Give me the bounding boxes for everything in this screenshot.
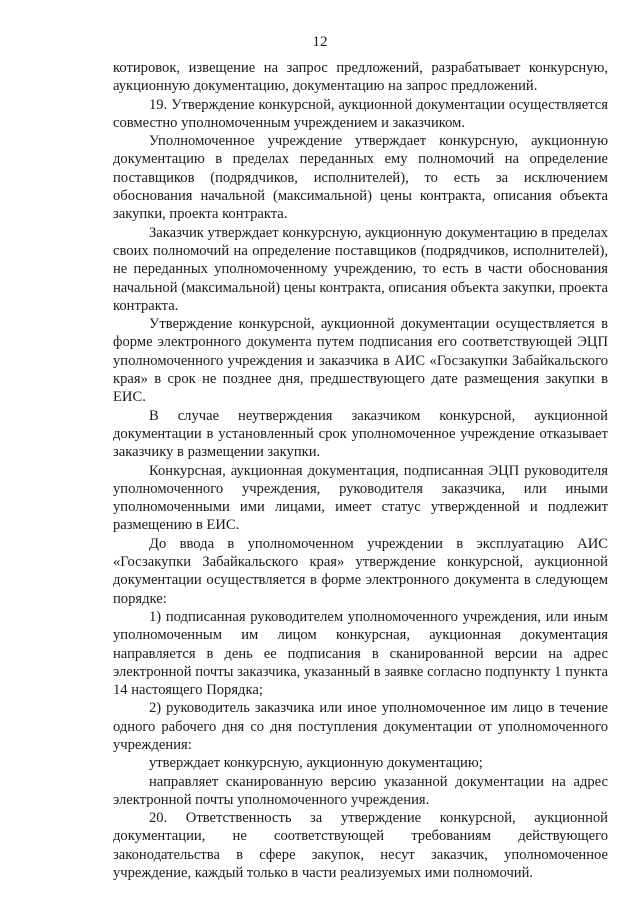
list-item-2: 2) руководитель заказчика или иное уполномоченное им лицо в течение одного рабочего дня со дня поступления документации от уполномоченного учреждения:	[113, 700, 608, 753]
document-body	[113, 59, 608, 882]
sub-item-sends: направляет сканированную версию указанной документации на адрес электронной почты уполномоченного учреждения.	[113, 773, 608, 808]
paragraph-item-19: 19. Утверждение конкурсной, аукционной документации осуществляется совместно уполномоченным учреждением и заказчиком.	[113, 96, 608, 131]
paragraph-non-approval: В случае неутверждения заказчиком конкурсной, аукционной документации в установленный срок уполномоченное учреждение отказывает заказчику в размещении закупки.	[113, 407, 608, 461]
paragraph-before-commissioning: До ввода в уполномоченном учреждении в эксплуатацию АИС «Госзакупки Забайкальского края» утверждение конкурсной, аукционной документации осуществляется в форме электронного документа в следующем порядке:	[113, 535, 608, 607]
list-item-1: 1) подписанная руководителем уполномоченного учреждения, или иным уполномоченным им лицом конкурсная, аукционная документация направляется в день ее подписания в сканированной версии на адрес электронной почты заказчика, указанный в заявке согласно подпункту 1 пункта 14 настоящего Порядка;	[113, 608, 608, 699]
paragraph-authorized-institution: Уполномоченное учреждение утверждает конкурсную, аукционную документацию в пределах переданных ему полномочий на определение поставщиков (подрядчиков, исполнителей), то есть за исключением обоснования начальной (максимальной) цены контракта, описания объекта закупки, проекта контракта.	[113, 133, 608, 223]
paragraph-continuation: котировок, извещение на запрос предложений, разрабатывает конкурсную, аукционную документацию, документацию на запрос предложений.	[113, 60, 608, 95]
paragraph-electronic-approval: Утверждение конкурсной, аукционной документации осуществляется в форме электронного документа путем подписания его соответствующей ЭЦП уполномоченного учреждения и заказчика в АИС «Госзакупки Забайкальского края» в срок не позднее дня, предшествующего дате размещения закупки в ЕИС.	[113, 316, 608, 406]
sub-item-approves: утверждает конкурсную, аукционную документацию;	[149, 755, 483, 772]
paragraph-customer-approval: Заказчик утверждает конкурсную, аукционную документацию в пределах своих полномочий на определение поставщиков (подрядчиков, исполнителей), не переданных уполномоченному учреждению, то есть в части обоснования начальной (максимальной) цены контракта, описания объекта закупки, проекта контракта.	[113, 224, 608, 314]
paragraph-item-20: 20. Ответственность за утверждение конкурсной, аукционной документации, не соответствующей требованиям действующего законодательства в сфере закупок, несут заказчик, уполномоченное учреждение, каждый только в части реализуемых ими полномочий.	[113, 810, 608, 882]
page-number: 12	[312, 34, 328, 50]
paragraph-signed-status: Конкурсная, аукционная документация, подписанная ЭЦП руководителя уполномоченного учреждения, руководителя заказчика, или иными уполномоченными ими лицами, имеет статус утвержденной и подлежит размещению в ЕИС.	[113, 462, 608, 534]
